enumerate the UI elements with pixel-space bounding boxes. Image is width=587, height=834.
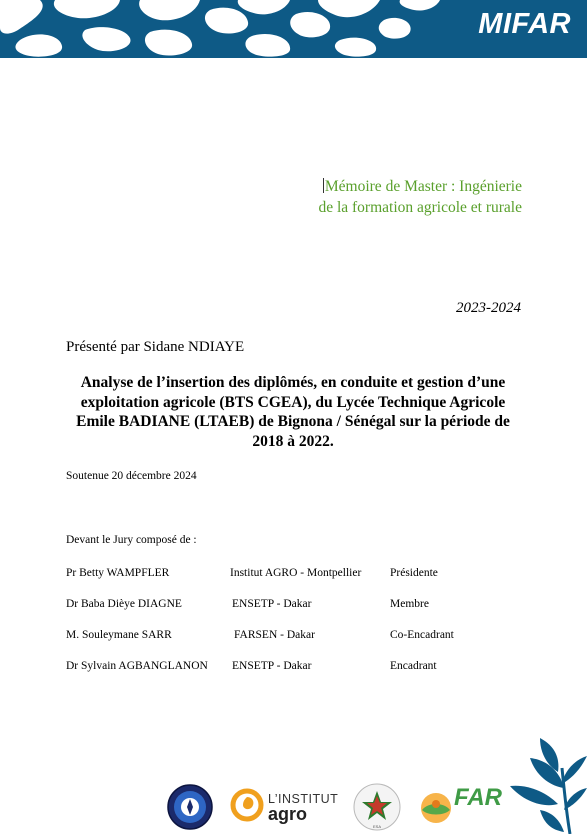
jury-intro: Devant le Jury composé de : [66,534,197,546]
jury-role: Membre [390,598,429,610]
institut-agro-line1: L’INSTITUT [268,792,339,806]
institut-agro-line2: agro [268,804,308,824]
author-line: Présenté par Sidane NDIAYE [66,339,245,355]
jury-role: Encadrant [390,660,437,672]
jury-row [0,598,587,614]
jury-row [0,660,587,676]
jury-name: M. Souleymane SARR [66,629,172,641]
jury-institution: FARSEN - Dakar [234,629,315,641]
defense-date: Soutenue 20 décembre 2024 [66,470,197,482]
far-logo-text: FAR [454,784,502,811]
thesis-title: Analyse de l’insertion des diplômés, en conduite et gestion d’une exploitation agricole (BTS CGEA), du Lycée Technique Agricole Emile BADIANE (LTAEB) de Bignona / Sénégal sur la période de 2018 à 2022. [76,374,510,450]
jury-institution: ENSETP - Dakar [232,660,312,672]
jury-row [0,629,587,645]
jury-row [0,567,587,583]
mifar-logo: MIFAR [478,8,571,40]
jury-role: Co-Encadrant [390,629,454,641]
plant-decoration-icon [500,738,587,834]
jury-name: Dr Baba Dièye DIAGNE [66,598,182,610]
institut-agro-logo-icon [230,788,264,822]
subtitle-line-2: de la formation agricole et rurale [318,199,522,216]
esa-star-logo-icon [353,782,401,832]
far-network-logo-icon [418,790,454,826]
ensetp-seal-icon [167,784,213,830]
subtitle-line-1: Mémoire de Master : Ingénierie [324,178,522,195]
academic-year: 2023-2024 [456,300,521,316]
text-cursor [323,178,324,193]
partner-logos [0,760,587,834]
jury-name: Pr Betty WAMPFLER [66,567,170,579]
jury-institution: Institut AGRO - Montpellier [230,567,362,579]
jury-institution: ENSETP - Dakar [232,598,312,610]
thesis-subtitle [300,176,522,218]
svg-text:ESA: ESA [372,824,382,829]
jury-name: Dr Sylvain AGBANGLANON [66,660,208,672]
jury-role: Présidente [390,567,438,579]
header-banner [0,0,587,58]
